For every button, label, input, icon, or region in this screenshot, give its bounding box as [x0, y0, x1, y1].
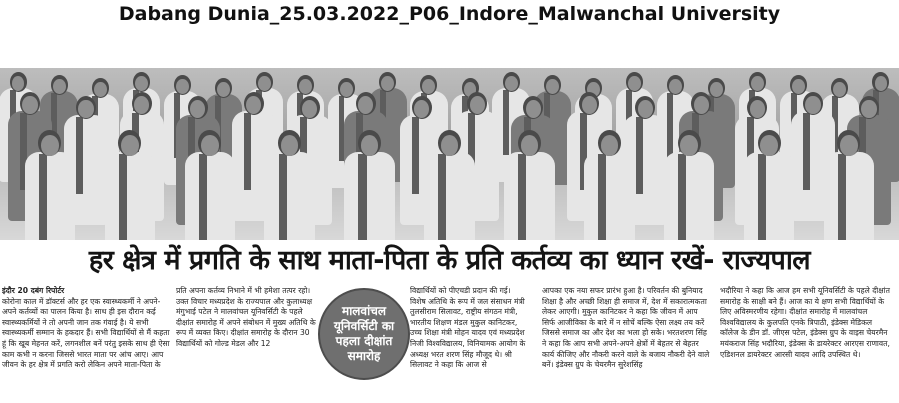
article-column-5: [720, 286, 892, 402]
article-text: विद्यार्थियों को पीएचडी प्रदान की गई। विशेष अतिथि के रूप में जल संसाधन मंत्री तुलसीराम सिलावट, राष्ट्रीय संगठन मंत्री, भारतीय शिक्षण मंडल मुकुल कानिटकर, उच्च शिक्षा मंत्री मोहन यादव एवं मध्यप्रदेश निजी विश्वविद्यालय, विनियामक आयोग के अध्यक्ष भरत शरण सिंह मौजूद थे। श्री सिलावट ने कहा कि आज से: [410, 286, 526, 370]
photo-person: [424, 130, 475, 240]
photo-person: [584, 130, 635, 240]
photo-person: [504, 130, 555, 240]
photo-person: [744, 130, 795, 240]
article-column-2: [176, 286, 316, 402]
article-text: भदौरिया ने कहा कि आज हम सभी यूनिवर्सिटी के पहले दीक्षांत समारोह के साक्षी बने हैं। आज का ये क्षण सभी विद्यार्थियों के लिए अविस्मरणीय रहेगा। दीक्षांत समारोह में मालवांचल विश्वविद्यालय के कुलपति एनके त्रिपाठी, इंडेक्स मेडिकल कॉलेज के डीन डॉ. जीएस पटेल, इंडेक्स ग्रुप के वाइस चेयरमैन मयंकराज सिंह भदौरिया, इंडेक्स के डायरेक्टर आरएस राणावत, एडिशनल डायरेक्टर आरसी यादव आदि उपस्थित थे।: [720, 286, 890, 359]
group-photo: [0, 68, 899, 240]
article-headline: हर क्षेत्र में प्रगति के साथ माता-पिता के प्रति कर्तव्य का ध्यान रखें- राज्यपाल: [88, 245, 811, 276]
photo-person: [185, 130, 236, 240]
article-text: कोरोना काल में डॉक्टर्स और हर एक स्वास्थ्यकर्मी ने अपने-अपने कर्तव्यों का पालन किया है। साथ ही इस दौरान कई स्वास्थ्यकर्मियों ने तो अपनी जान तक गंवाई है। ये सभी स्वास्थ्यकर्मी सम्मान के हकदार हैं। सभी विद्यार्थियों से मैं कहता हूं कि खूब मेहनत करें, लगनशील बनें परंतु इसके साथ ही ऐसा काम कभी न करना जिससे भारत माता पर आंच आए। आप जीवन के हर क्षेत्र में प्रगति करो लेकिन अपने माता-पिता के: [2, 296, 170, 370]
article-dateline: इंदौर 20 दबंग रिपोर्टर: [2, 286, 65, 295]
photo-person: [25, 130, 76, 240]
article-column-1: [2, 286, 170, 402]
article-text: आपका एक नया सफर प्रारंभ हुआ है। परिवर्तन की बुनियाद शिक्षा है और अच्छी शिक्षा ही समाज में, देश में सकारात्मकता लेकर आएगी। मुकुल कानिटकर ने कहा कि जीवन में आप सिर्फ आजीविका के बारे में न सोचें बल्कि ऐसा लक्ष्य तय करें जिससे समाज का और देश का भला हो सके। भरतशरण सिंह ने कहा कि आप सभी अपने-अपने क्षेत्रों में बेहतर से बेहतर कार्य कीजिए और नौकरी करने वाले के बजाय नौकरी देने वाले बनें। इंडेक्स ग्रुप के चेयरमैन सुरेशसिंह: [542, 286, 710, 370]
page-title: Dabang Dunia_25.03.2022_P06_Indore_Malwanchal University: [118, 3, 781, 25]
feature-circle-text: मालवांचल यूनिवर्सिटी का पहला दीक्षांत समारोह: [333, 304, 395, 363]
article-column-4: [542, 286, 710, 402]
article-text: प्रति अपना कर्तव्य निभाने में भी हमेशा तत्पर रहो। उक्त विचार मध्यप्रदेश के राज्यपाल और कुलाध्यक्ष मंगुभाई पटेल ने मालवांचल यूनिवर्सिटी के पहले दीक्षांत समारोह में अपने संबोधन में मुख्य अतिथि के रूप में व्यक्त किए। दीक्षांत समारोह के दौरान 30 विद्यार्थियों को गोल्ड मेडल और 12: [176, 286, 316, 348]
article-column-3: [410, 286, 526, 402]
photo-person: [264, 130, 315, 240]
photo-person: [344, 130, 395, 240]
feature-circle: [318, 288, 410, 380]
photo-person: [664, 130, 715, 240]
photo-person: [824, 130, 875, 240]
photo-person: [105, 130, 156, 240]
